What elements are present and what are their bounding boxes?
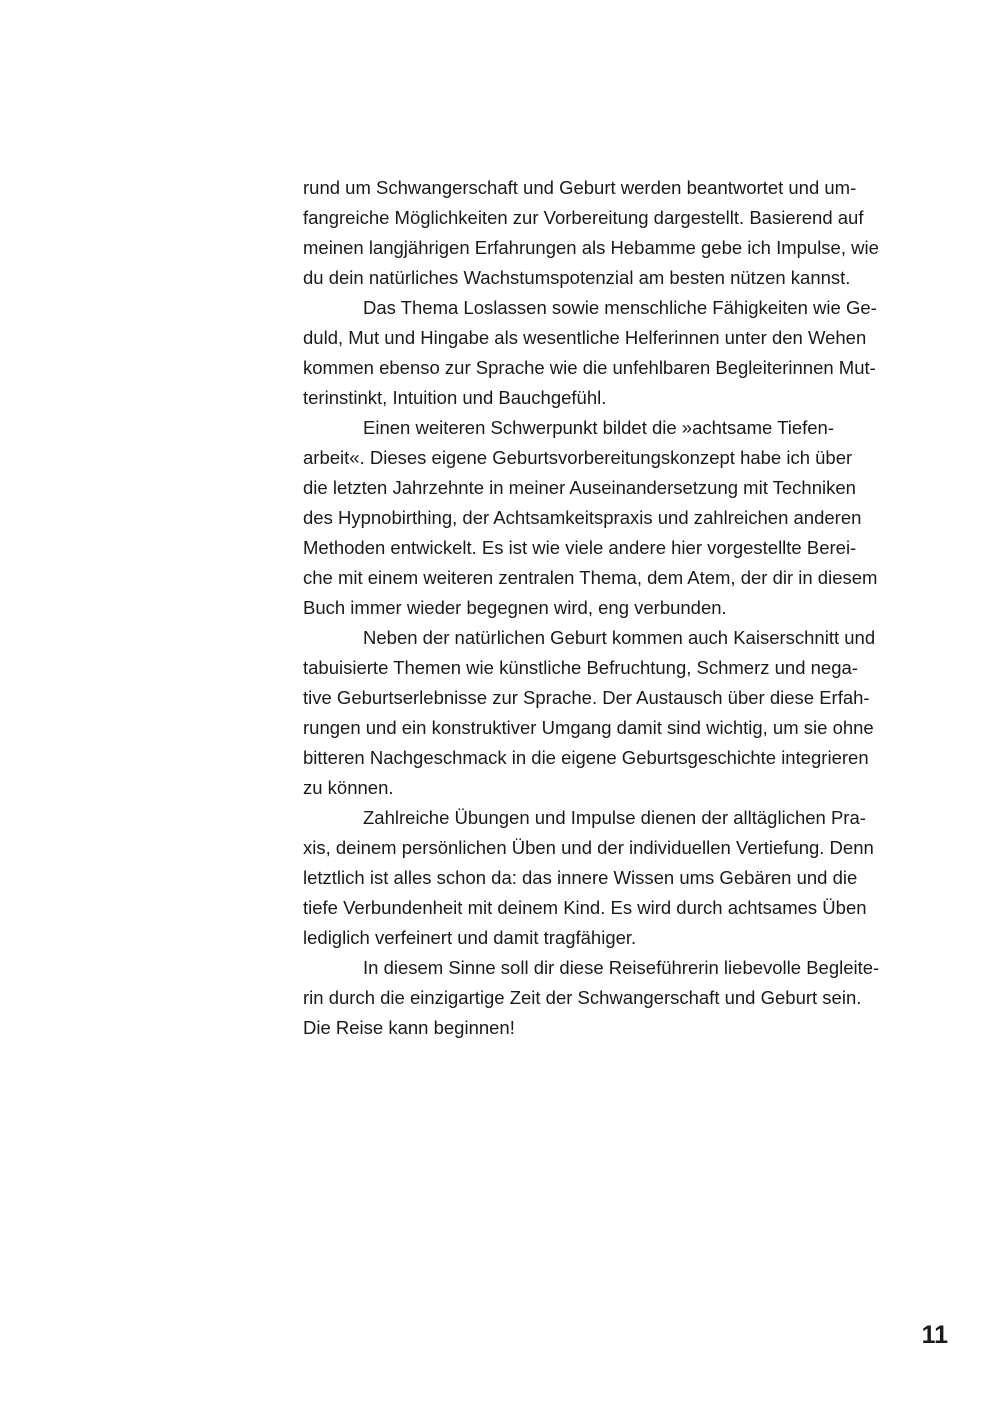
text-line: des Hypnobirthing, der Achtsamkeitspraxis und zahlreichen anderen xyxy=(303,507,862,528)
text-line: tiefe Verbundenheit mit deinem Kind. Es wird durch achtsames Üben xyxy=(303,897,867,918)
paragraph-first-line: Das Thema Loslassen sowie menschliche Fähigkeiten wie Ge- xyxy=(363,297,877,318)
text-line: fangreiche Möglichkeiten zur Vorbereitung dargestellt. Basierend auf xyxy=(303,207,864,228)
text-line: arbeit«. Dieses eigene Geburtsvorbereitungskonzept habe ich über xyxy=(303,447,853,468)
paragraph-first-line: Zahlreiche Übungen und Impulse dienen der alltäglichen Pra- xyxy=(363,807,866,828)
paragraph-first-line: Neben der natürlichen Geburt kommen auch Kaiserschnitt und xyxy=(363,627,876,648)
text-line: che mit einem weiteren zentralen Thema, dem Atem, der dir in diesem xyxy=(303,567,878,588)
text-line: tive Geburtserlebnisse zur Sprache. Der Austausch über diese Erfah- xyxy=(303,687,870,708)
text-line: tabuisierte Themen wie künstliche Befruchtung, Schmerz und nega- xyxy=(303,657,858,678)
body-text xyxy=(303,173,943,1043)
text-line: zu können. xyxy=(303,777,394,798)
text-line: lediglich verfeinert und damit tragfähiger. xyxy=(303,927,637,948)
text-line: rin durch die einzigartige Zeit der Schwangerschaft und Geburt sein. xyxy=(303,987,862,1008)
text-line: rund um Schwangerschaft und Geburt werden beantwortet und um- xyxy=(303,177,857,198)
text-line: meinen langjährigen Erfahrungen als Hebamme gebe ich Impulse, wie xyxy=(303,237,879,258)
paragraph-first-line: In diesem Sinne soll dir diese Reiseführerin liebevolle Begleite- xyxy=(363,957,880,978)
text-line: rungen und ein konstruktiver Umgang damit sind wichtig, um sie ohne xyxy=(303,717,874,738)
text-line: Die Reise kann beginnen! xyxy=(303,1017,515,1038)
text-line: die letzten Jahrzehnte in meiner Auseinandersetzung mit Techniken xyxy=(303,477,856,498)
text-line: terinstinkt, Intuition und Bauchgefühl. xyxy=(303,387,607,408)
text-line: duld, Mut und Hingabe als wesentliche Helferinnen unter den Wehen xyxy=(303,327,867,348)
text-line: bitteren Nachgeschmack in die eigene Geburtsgeschichte integrieren xyxy=(303,747,869,768)
text-line: kommen ebenso zur Sprache wie die unfehlbaren Begleiterinnen Mut- xyxy=(303,357,876,378)
text-line: du dein natürliches Wachstumspotenzial am besten nützen kannst. xyxy=(303,267,851,288)
page-number: 11 xyxy=(921,1321,948,1349)
paragraph-first-line: Einen weiteren Schwerpunkt bildet die »achtsame Tiefen- xyxy=(363,417,834,438)
text-line: xis, deinem persönlichen Üben und der individuellen Vertiefung. Denn xyxy=(303,837,874,858)
text-line: Methoden entwickelt. Es ist wie viele andere hier vorgestellte Berei- xyxy=(303,537,857,558)
text-line: Buch immer wieder begegnen wird, eng verbunden. xyxy=(303,597,727,618)
text-line: letztlich ist alles schon da: das innere Wissen ums Gebären und die xyxy=(303,867,858,888)
